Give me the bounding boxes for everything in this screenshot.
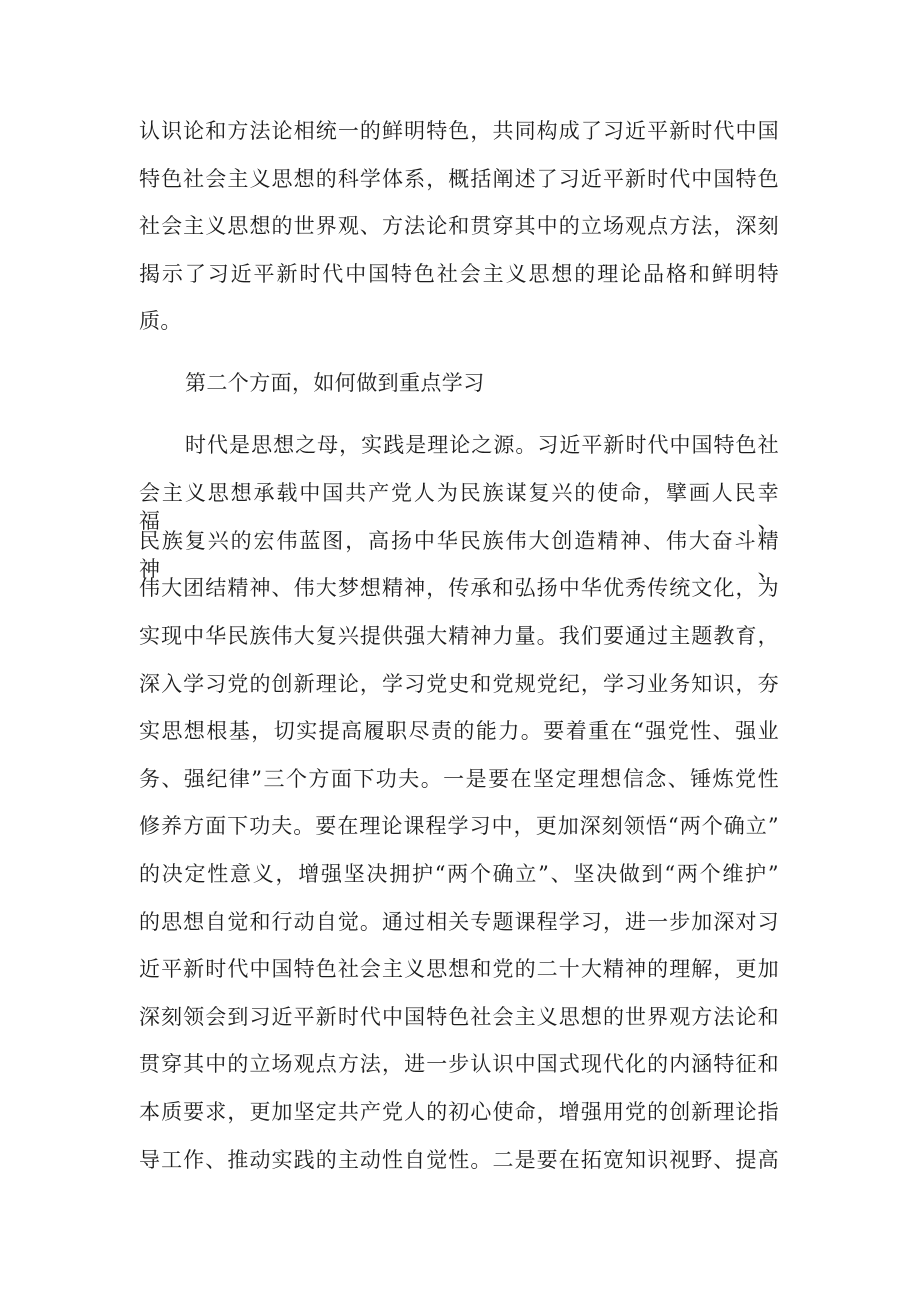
paragraph-line: 会主义思想承载中国共产党人为民族谋复兴的使命，擘画人民幸福、 xyxy=(139,481,779,533)
paragraph-line: 导工作、推动实践的主动性自觉性。二是要在拓宽知识视野、提高 xyxy=(139,1148,779,1172)
section-heading: 第二个方面，如何做到重点学习 xyxy=(185,371,485,395)
paragraph-line: 务、强纪律”三个方面下功夫。一是要在坚定理想信念、锤炼党性 xyxy=(139,767,779,791)
paragraph-line: 修养方面下功夫。要在理论课程学习中，更加深刻领悟“两个确立” xyxy=(139,814,779,838)
paragraph-line: 实思想根基，切实提高履职尽责的能力。要着重在“强党性、强业 xyxy=(139,719,779,743)
paragraph-line: 的思想自觉和行动自觉。通过相关专题课程学习，进一步加深对习 xyxy=(139,910,779,934)
paragraph-line: 本质要求，更加坚定共产党人的初心使命，增强用党的创新理论指 xyxy=(139,1100,779,1124)
paragraph-line: 质。 xyxy=(139,309,182,333)
paragraph-line: 贯穿其中的立场观点方法，进一步认识中国式现代化的内涵特征和 xyxy=(139,1052,779,1076)
paragraph-line: 深刻领会到习近平新时代中国特色社会主义思想的世界观方法论和 xyxy=(139,1005,779,1029)
paragraph-line: 特色社会主义思想的科学体系，概括阐述了习近平新时代中国特色 xyxy=(139,167,779,191)
paragraph-line: 深入学习党的创新理论，学习党史和党规党纪，学习业务知识，夯 xyxy=(139,672,779,696)
paragraph-line: 认识论和方法论相统一的鲜明特色，共同构成了习近平新时代中国 xyxy=(139,119,779,143)
paragraph-line: 社会主义思想的世界观、方法论和贯穿其中的立场观点方法，深刻 xyxy=(139,214,779,238)
paragraph-line: 的决定性意义，增强坚决拥护“两个确立”、坚决做到“两个维护” xyxy=(139,862,779,886)
paragraph-line: 时代是思想之母，实践是理论之源。习近平新时代中国特色社 xyxy=(185,433,779,457)
paragraph-line: 伟大团结精神、伟大梦想精神，传承和弘扬中华优秀传统文化，为 xyxy=(139,576,779,600)
paragraph-line: 近平新时代中国特色社会主义思想和党的二十大精神的理解，更加 xyxy=(139,957,779,981)
paragraph-line: 实现中华民族伟大复兴提供强大精神力量。我们要通过主题教育， xyxy=(139,624,779,648)
paragraph-line: 揭示了习近平新时代中国特色社会主义思想的理论品格和鲜明特 xyxy=(139,262,779,286)
paragraph-line: 民族复兴的宏伟蓝图，高扬中华民族伟大创造精神、伟大奋斗精神、 xyxy=(139,529,779,581)
